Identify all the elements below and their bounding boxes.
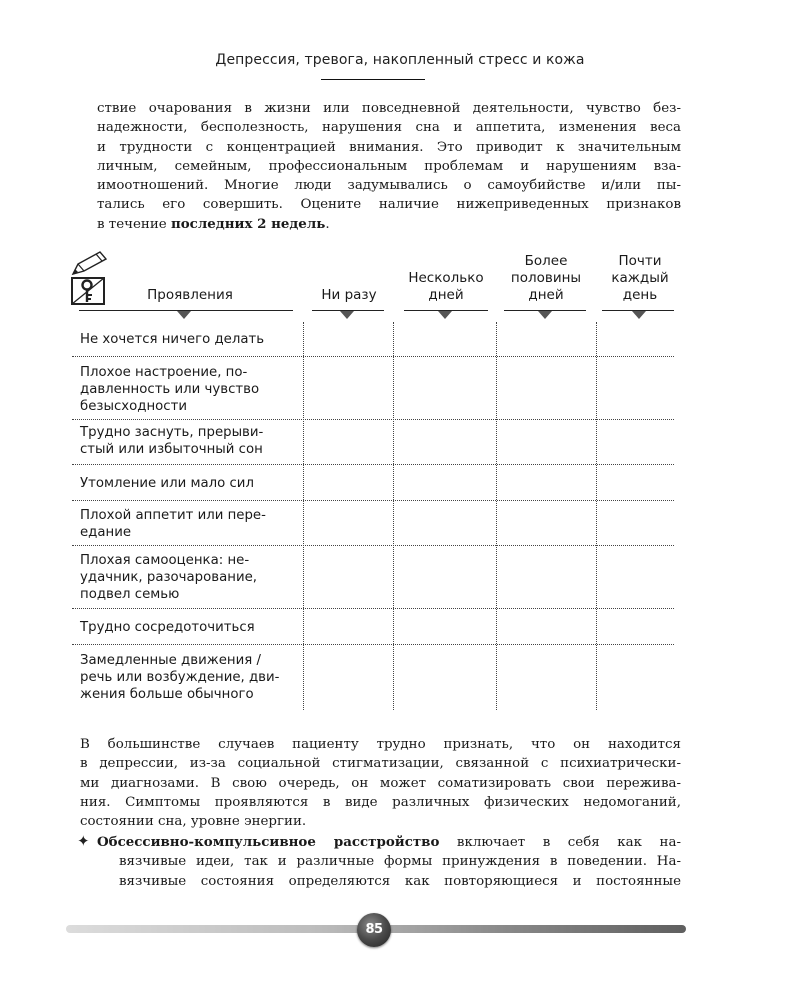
row-divider xyxy=(72,464,674,465)
table-row xyxy=(80,331,302,348)
down-arrow-icon xyxy=(538,311,552,319)
column-header-several-days xyxy=(398,270,494,304)
text-line: вязчивые идеи, так и различные формы принуждения в поведении. На- xyxy=(119,854,681,870)
text-span: . xyxy=(325,216,330,232)
header-line: Несколько xyxy=(408,270,484,286)
text-line: надежности, бесполезность, нарушения сна и аппетита, изменения веса xyxy=(97,120,681,136)
text-line: имоотношений. Многие люди задумывались о самоубийстве и/или пы- xyxy=(97,178,681,194)
row-divider xyxy=(72,500,674,501)
row-label-line: давленность или чувство xyxy=(80,382,260,397)
header-line: Ни разу xyxy=(321,287,377,303)
text-line xyxy=(97,833,681,852)
bullet-star-icon: ✦ xyxy=(77,832,90,850)
row-label-line: Трудно заснуть, прерыви- xyxy=(80,425,264,440)
paragraph-ocd xyxy=(97,833,681,891)
down-arrow-icon xyxy=(340,311,354,319)
row-divider xyxy=(72,356,674,357)
table-row xyxy=(80,507,302,541)
header-line: половины xyxy=(510,270,582,286)
row-label-line: речь или возбуждение, дви- xyxy=(80,670,280,685)
table-row xyxy=(80,619,302,636)
header-line: каждый xyxy=(611,270,669,286)
key-icon xyxy=(72,278,104,304)
text-span: включает в себя как на- xyxy=(439,835,681,850)
table-row xyxy=(80,652,302,703)
row-label-line: жения больше обычного xyxy=(80,687,254,702)
down-arrow-icon xyxy=(632,311,646,319)
column-header-never xyxy=(310,287,388,304)
emphasis-text: последних 2 недель xyxy=(170,215,326,232)
header-line: дней xyxy=(528,287,564,303)
row-label-line: Не хочется ничего делать xyxy=(80,332,265,347)
row-divider xyxy=(72,545,674,546)
text-line: вязчивые состояния определяются как повторяющиеся и постоянные xyxy=(119,873,681,889)
row-label-line: Плохая самооценка: не- xyxy=(80,553,250,568)
text-line: и трудности с концентрацией внимания. Это приводит к значительным xyxy=(97,139,681,155)
text-line: ствие очарования в жизни или повседневной деятельности, чувство без- xyxy=(97,101,681,116)
text-line xyxy=(80,735,681,754)
column-header-manifestations xyxy=(120,287,260,304)
table-row xyxy=(80,552,302,603)
text-line: в депрессии, из-за социальной стигматизации, связанной с психиатрически- xyxy=(80,756,681,772)
row-label-line: Трудно сосредоточиться xyxy=(80,620,255,635)
header-line: день xyxy=(622,287,658,303)
row-label-line: Плохое настроение, по- xyxy=(80,365,248,380)
column-divider xyxy=(496,322,497,710)
header-line: дней xyxy=(428,287,464,303)
column-divider xyxy=(596,322,597,710)
down-arrow-icon xyxy=(177,311,191,319)
text-line: тались его совершить. Оцените наличие нижеприведенных признаков xyxy=(97,197,681,213)
row-label-line: безысходности xyxy=(80,399,187,414)
table-row xyxy=(80,364,302,415)
table-row xyxy=(80,424,302,458)
text-line: ния. Симптомы проявляются в виде различных физических недомоганий, xyxy=(80,794,681,810)
row-divider xyxy=(72,644,674,645)
pencil-icon xyxy=(73,252,106,274)
form-icon xyxy=(70,250,110,306)
text-span: В большинстве случаев пациенту трудно признать, что он находится xyxy=(80,737,681,752)
paragraph-depression-stigma xyxy=(80,735,681,831)
row-label-line: подвел семью xyxy=(80,587,180,602)
row-label-line: удачник, разочарование, xyxy=(80,570,257,585)
column-divider xyxy=(303,322,304,710)
row-divider xyxy=(72,419,674,420)
down-arrow-icon xyxy=(438,311,452,319)
column-header-more-than-half xyxy=(500,253,592,304)
row-label-line: Плохой аппетит или пере- xyxy=(80,508,266,523)
page-number-badge: 85 xyxy=(357,913,391,947)
text-line: состоянии сна, уровне энергии. xyxy=(80,814,307,830)
running-head-rule xyxy=(321,79,425,80)
text-line xyxy=(97,215,681,234)
header-line: Проявления xyxy=(147,287,233,303)
running-head: Депрессия, тревога, накопленный стресс и кожа xyxy=(215,52,585,68)
column-divider xyxy=(393,322,394,710)
intro-paragraph xyxy=(97,99,681,234)
table-row xyxy=(80,475,302,492)
row-label-line: едание xyxy=(80,525,132,540)
row-label-line: стый или избыточный сон xyxy=(80,442,263,457)
header-line: Почти xyxy=(618,253,662,269)
header-line: Более xyxy=(524,253,568,269)
text-span: в течение xyxy=(97,216,171,232)
text-line: ми диагнозами. В свою очередь, он может соматизировать свои пережива- xyxy=(80,775,681,791)
row-label-line: Замедленные движения / xyxy=(80,653,261,668)
row-label-line: Утомление или мало сил xyxy=(80,476,254,491)
emphasis-text: Обсессивно-компульсивное расстройство xyxy=(97,834,440,850)
text-line: личным, семейным, профессиональным проблемам и нарушениям вза- xyxy=(97,158,681,174)
column-header-nearly-every-day xyxy=(600,253,680,304)
row-divider xyxy=(72,608,674,609)
